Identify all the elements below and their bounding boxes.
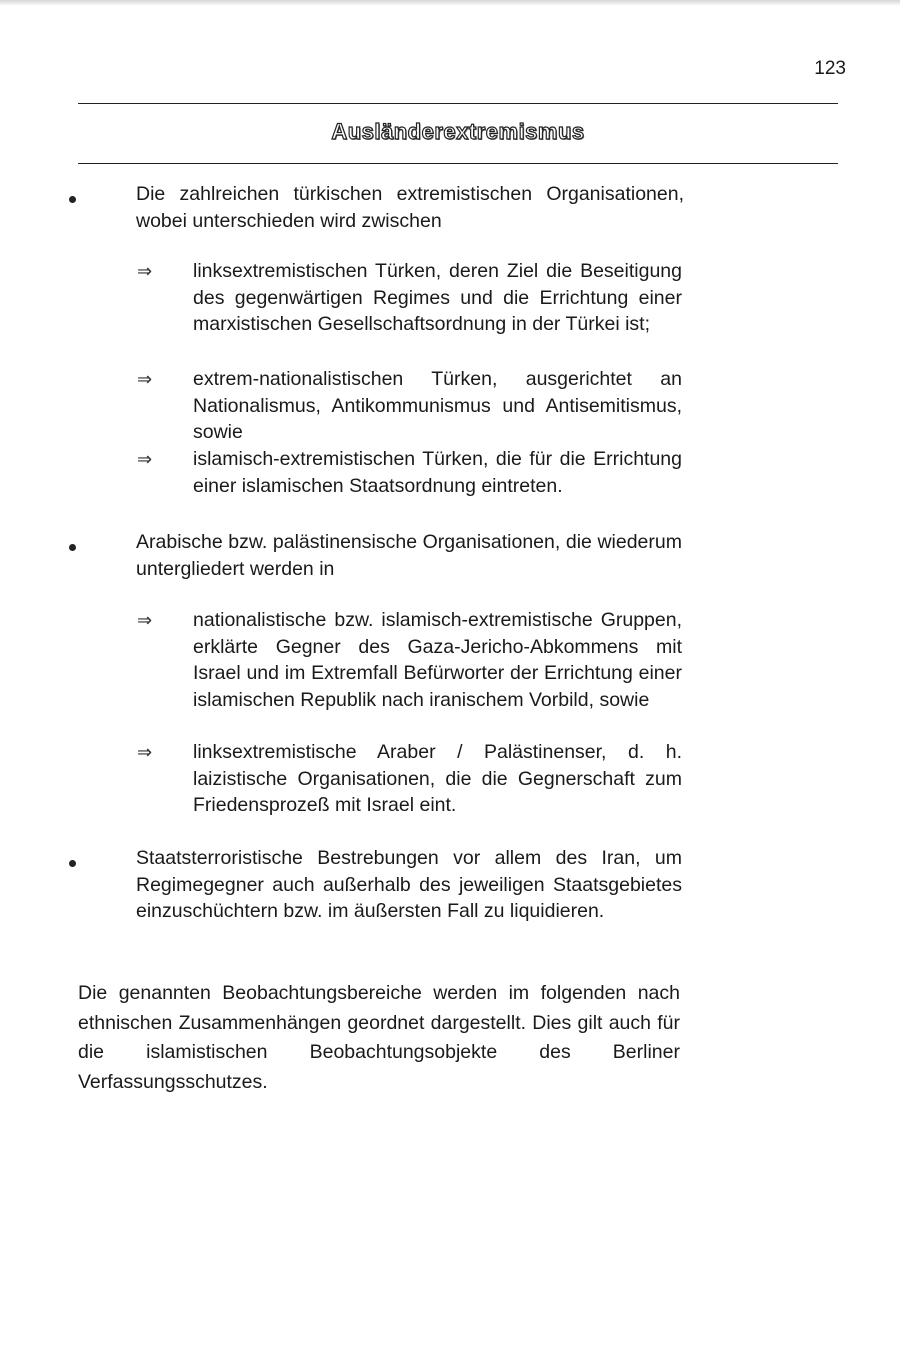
arrow-icon: ⇒ (137, 369, 153, 389)
bullet-paragraph: Arabische bzw. palästinensische Organisationen, die wiederum untergliedert werden in (136, 531, 682, 580)
arrow-icon: ⇒ (137, 742, 153, 762)
page-title: Ausländerextremismus (331, 119, 585, 144)
closing-paragraph: Die genannten Beobachtungsbereiche werden im folgenden nach ethnischen Zusammenhängen geordnet dargestellt. Dies gilt auch für die islamistischen Beobachtungsobjekte des Berliner Verfassungsschutzes. (78, 982, 680, 1093)
arrow-icon: ⇒ (137, 610, 153, 630)
sub-item: linksextremistischen Türken, deren Ziel die Beseitigung des gegenwärtigen Regimes und die Errichtung einer marxistischen Gesellschaftsordnung in der Türkei ist; (193, 260, 682, 335)
page-number: 123 (814, 58, 846, 79)
sub-item: islamisch-extremistischen Türken, die für die Errichtung einer islamischen Staatsordnung eintreten. (193, 448, 682, 497)
scan-edge (0, 0, 900, 6)
bullet-paragraph: Die zahlreichen türkischen extremistischen Organisationen, wobei unterschieden wird zwischen (136, 183, 684, 232)
sub-item: linksextremistische Araber / Palästinenser, d. h. laizistische Organisationen, die die Gegnerschaft zum Friedensprozeß mit Israel eint. (193, 741, 682, 816)
bullet-dot (69, 860, 76, 867)
sub-item: extrem-nationalistischen Türken, ausgerichtet an Nationalismus, Antikommunismus und Antisemitismus, sowie (193, 368, 682, 443)
bullet-dot (69, 196, 76, 203)
sub-item: nationalistische bzw. islamisch-extremistische Gruppen, erklärte Gegner des Gaza-Jericho-Abkommens mit Israel und im Extremfall Befürworter der Errichtung einer islamischen Republik nach iranischem Vorbild, sowie (193, 609, 682, 711)
arrow-icon: ⇒ (137, 449, 153, 469)
bullet-paragraph: Staatsterroristische Bestrebungen vor allem des Iran, um Regimegegner auch außerhalb des jeweiligen Staatsgebietes einzuschüchtern bzw. im äußersten Fall zu liquidieren. (136, 847, 682, 922)
arrow-icon: ⇒ (137, 261, 153, 281)
title-rule-bottom (78, 163, 838, 164)
title-rule-top (78, 103, 838, 104)
bullet-dot (69, 544, 76, 551)
